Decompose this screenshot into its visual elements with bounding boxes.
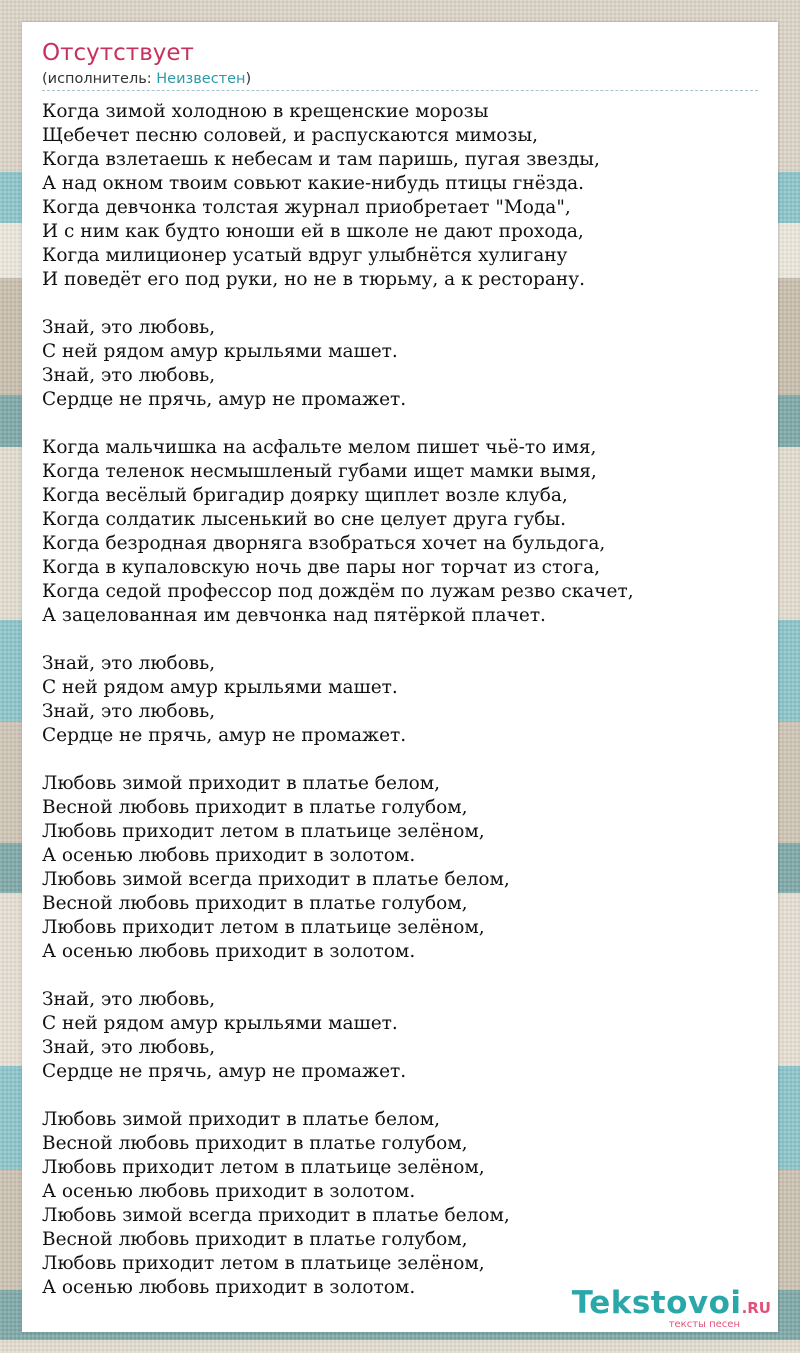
- lyrics-stanza: [42, 100, 762, 292]
- lyrics-line: Любовь зимой всегда приходит в платье белом,: [42, 869, 510, 890]
- lyrics-line: Любовь зимой приходит в платье белом,: [42, 1109, 441, 1130]
- lyrics-line: С ней рядом амур крыльями машет.: [42, 341, 398, 362]
- lyrics-line: А над окном твоим совьют какие-нибудь птицы гнёзда.: [42, 173, 585, 194]
- lyrics-line: Когда милиционер усатый вдруг улыбнётся хулигану: [42, 245, 568, 266]
- lyrics-line: Знай, это любовь,: [42, 989, 216, 1010]
- artist-link[interactable]: Неизвестен: [156, 71, 246, 87]
- logo-tagline: тексты песен: [668, 1319, 740, 1330]
- lyrics-line: Когда безродная дворняга взобраться хочет на бульдога,: [42, 533, 606, 554]
- lyrics-line: Когда мальчишка на асфальте мелом пишет чьё-то имя,: [42, 437, 597, 458]
- logo-name: Tekstovoi: [571, 1285, 742, 1321]
- lyrics-line: С ней рядом амур крыльями машет.: [42, 1013, 398, 1034]
- lyrics-line: И с ним как будто юноши ей в школе не дают прохода,: [42, 221, 584, 242]
- lyrics-line: Любовь приходит летом в платьице зелёном,: [42, 917, 485, 938]
- lyrics-stanza: [42, 772, 762, 964]
- lyrics-stanza: [42, 316, 762, 412]
- lyrics-line: А осенью любовь приходит в золотом.: [42, 1277, 416, 1298]
- lyrics-card: [22, 22, 778, 1332]
- lyrics-line: Весной любовь приходит в платье голубом,: [42, 1229, 468, 1250]
- lyrics-line: Любовь приходит летом в платьице зелёном,: [42, 1253, 485, 1274]
- lyrics-line: Знай, это любовь,: [42, 317, 216, 338]
- lyrics-line: Весной любовь приходит в платье голубом,: [42, 893, 468, 914]
- lyrics-line: Знай, это любовь,: [42, 365, 216, 386]
- lyrics-line: Любовь зимой всегда приходит в платье белом,: [42, 1205, 510, 1226]
- lyrics-line: Весной любовь приходит в платье голубом,: [42, 797, 468, 818]
- lyrics-line: И поведёт его под руки, но не в тюрьму, а к ресторану.: [42, 269, 586, 290]
- lyrics-line: А осенью любовь приходит в золотом.: [42, 845, 416, 866]
- logo-tld: .RU: [741, 1299, 771, 1317]
- title-divider: [42, 90, 758, 91]
- lyrics-line: Когда седой профессор под дождём по лужам резво скачет,: [42, 581, 634, 602]
- lyrics-line: А осенью любовь приходит в золотом.: [42, 941, 416, 962]
- lyrics-line: Весной любовь приходит в платье голубом,: [42, 1133, 468, 1154]
- lyrics-line: Любовь зимой приходит в платье белом,: [42, 773, 441, 794]
- lyrics-line: Когда взлетаешь к небесам и там паришь, пугая звезды,: [42, 149, 600, 170]
- lyrics-line: А зацелованная им девчонка над пятёркой плачет.: [42, 605, 546, 626]
- lyrics-line: Когда солдатик лысенький во сне целует друга губы.: [42, 509, 566, 530]
- artist-line: [42, 71, 251, 87]
- lyrics-line: Когда девчонка толстая журнал приобретает "Мода",: [42, 197, 571, 218]
- lyrics-line: Знай, это любовь,: [42, 653, 216, 674]
- lyrics-stanza: [42, 652, 762, 748]
- lyrics-stanza: [42, 1108, 762, 1300]
- lyrics-line: Любовь приходит летом в платьице зелёном,: [42, 1157, 485, 1178]
- lyrics-stanza: [42, 988, 762, 1084]
- lyrics-line: Знай, это любовь,: [42, 1037, 216, 1058]
- lyrics-line: Сердце не прячь, амур не промажет.: [42, 389, 407, 410]
- artist-suffix: ): [245, 71, 252, 87]
- lyrics-line: Сердце не прячь, амур не промажет.: [42, 1061, 407, 1082]
- lyrics-line: Щебечет песню соловей, и распускаются мимозы,: [42, 125, 539, 146]
- lyrics-line: Знай, это любовь,: [42, 701, 216, 722]
- lyrics-line: Когда теленок несмышленый губами ищет мамки вымя,: [42, 461, 597, 482]
- lyrics-line: Когда зимой холодною в крещенские морозы: [42, 101, 489, 122]
- lyrics-line: Когда весёлый бригадир доярку щиплет возле клуба,: [42, 485, 568, 506]
- song-title: Отсутствует: [42, 40, 194, 66]
- lyrics-line: Сердце не прячь, амур не промажет.: [42, 725, 407, 746]
- lyrics-line: А осенью любовь приходит в золотом.: [42, 1181, 416, 1202]
- site-logo[interactable]: [571, 1285, 771, 1321]
- lyrics-stanza: [42, 436, 762, 628]
- lyrics-line: С ней рядом амур крыльями машет.: [42, 677, 398, 698]
- artist-prefix: (исполнитель:: [42, 71, 157, 87]
- lyrics-line: Когда в купаловскую ночь две пары ног торчат из стога,: [42, 557, 601, 578]
- lyrics-text: [42, 100, 762, 1324]
- lyrics-line: Любовь приходит летом в платьице зелёном,: [42, 821, 485, 842]
